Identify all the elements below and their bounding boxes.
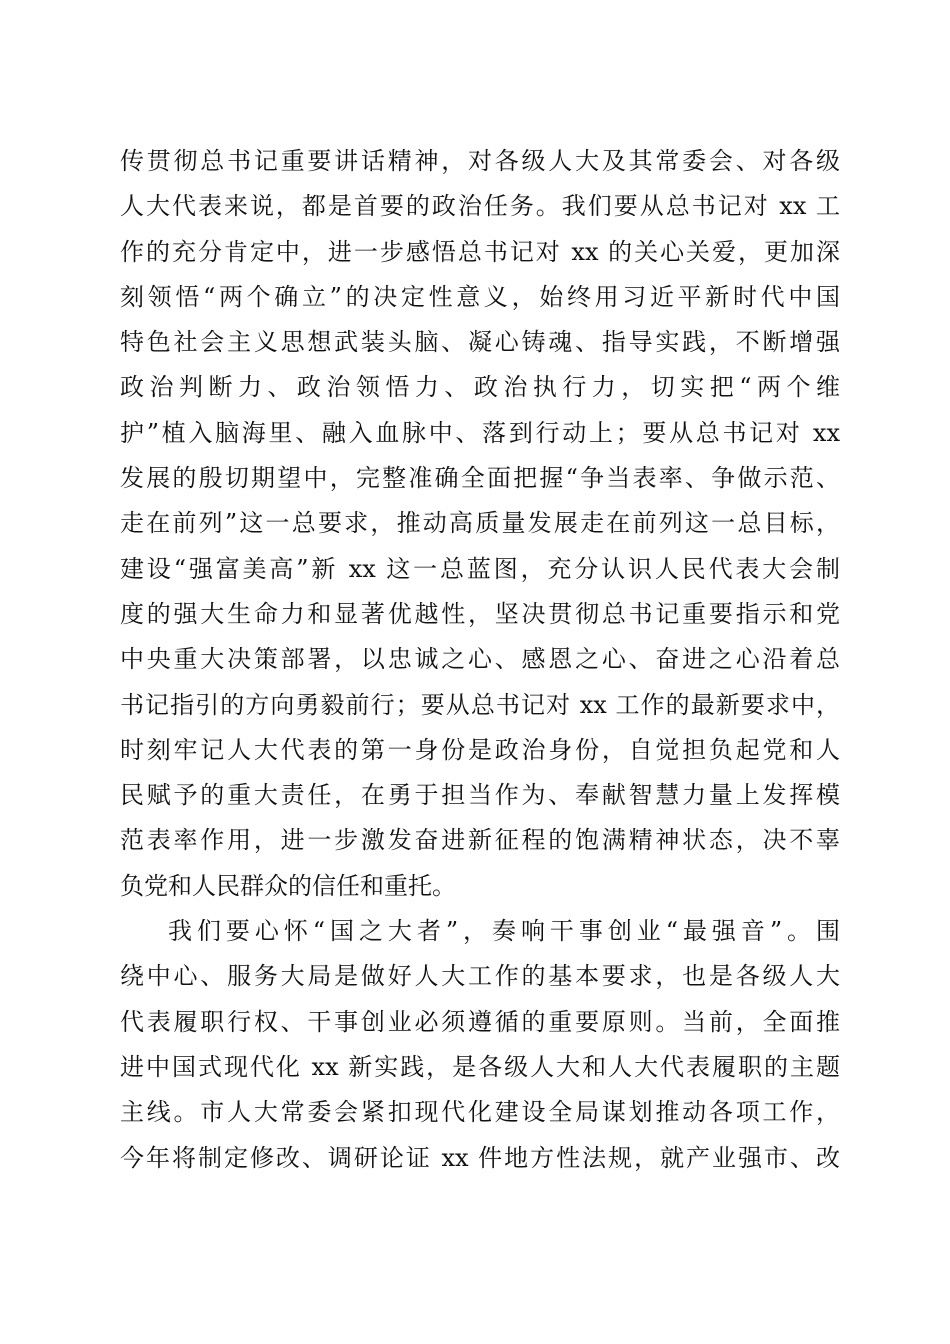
text-line: 时刻牢记人大代表的第一身份是政治身份，自觉担负起党和人	[120, 735, 840, 764]
text-line: 作的充分肯定中，进一步感悟总书记对 xx 的关心关爱，更加深	[120, 237, 840, 266]
text-line: 书记指引的方向勇毅前行；要从总书记对 xx 工作的最新要求中，	[120, 690, 840, 719]
text-line: 政治判断力、政治领悟力、政治执行力，切实把“两个维	[120, 373, 840, 402]
document-body	[120, 139, 840, 1181]
text-line: 中央重大决策部署，以忠诚之心、感恩之心、奋进之心沿着总	[120, 645, 840, 674]
text-line: 度的强大生命力和显著优越性，坚决贯彻总书记重要指示和党	[120, 599, 840, 628]
text-line: 发展的殷切期望中，完整准确全面把握“争当表率、争做示范、	[120, 464, 840, 493]
text-line: 进中国式现代化 xx 新实践，是各级人大和人大代表履职的主题	[120, 1052, 840, 1081]
paragraph-end-line: 负党和人民群众的信任和重托。	[120, 871, 456, 900]
text-line: 代表履职行权、干事创业必须遵循的重要原则。当前，全面推	[120, 1007, 840, 1036]
paragraph-start-line: 我们要心怀“国之大者”，奏响干事创业“最强音”。围	[168, 917, 840, 946]
text-line: 走在前列”这一总要求，推动高质量发展走在前列这一总目标，	[120, 509, 840, 538]
text-line: 民赋予的重大责任，在勇于担当作为、奉献智慧力量上发挥模	[120, 781, 840, 810]
text-line: 主线。市人大常委会紧扣现代化建设全局谋划推动各项工作，	[120, 1098, 840, 1127]
text-line: 范表率作用，进一步激发奋进新征程的饱满精神状态，决不辜	[120, 826, 840, 855]
text-line: 特色社会主义思想武装头脑、凝心铸魂、指导实践，不断增强	[120, 328, 840, 357]
text-line: 护”植入脑海里、融入血脉中、落到行动上；要从总书记对 xx	[120, 418, 840, 447]
text-line: 今年将制定修改、调研论证 xx 件地方性法规，就产业强市、改	[120, 1143, 840, 1172]
text-line: 绕中心、服务大局是做好人大工作的基本要求，也是各级人大	[120, 962, 840, 991]
text-line: 刻领悟“两个确立”的决定性意义，始终用习近平新时代中国	[120, 282, 840, 311]
text-line: 人大代表来说，都是首要的政治任务。我们要从总书记对 xx 工	[120, 192, 840, 221]
text-line: 传贯彻总书记重要讲话精神，对各级人大及其常委会、对各级	[120, 147, 840, 175]
text-line: 建设“强富美高”新 xx 这一总蓝图，充分认识人民代表大会制	[120, 554, 840, 583]
